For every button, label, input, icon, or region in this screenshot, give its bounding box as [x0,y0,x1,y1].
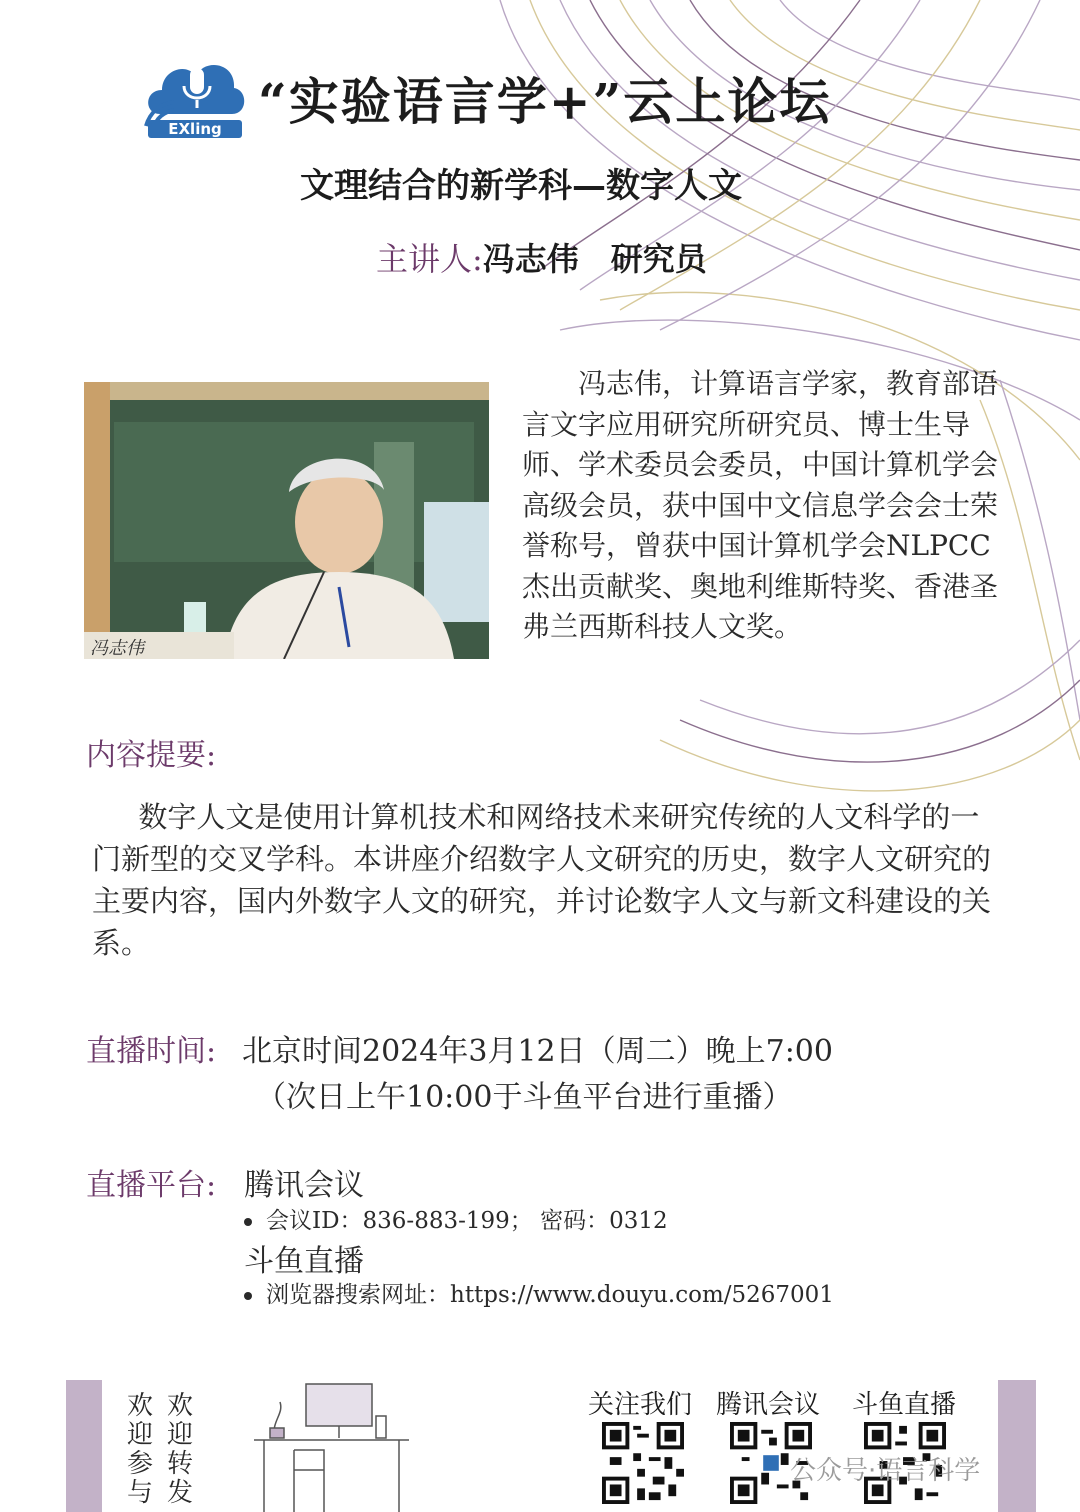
page-title: “实验语言学+”云上论坛 [258,72,832,131]
summary-heading: 内容提要: [86,738,217,773]
qr-label-tencent: 腾讯会议 [716,1390,821,1420]
watermark: 公众号·语言科学 [790,1456,981,1486]
desk-illustration [244,1380,414,1512]
footer-slogan-forward: 欢迎转发 [166,1391,193,1508]
replay-note: （次日上午10:00于斗鱼平台进行重播） [256,1080,793,1115]
qr-label-follow: 关注我们 [588,1390,693,1420]
tencent-meeting-label: 腾讯会议 [244,1168,364,1203]
lecture-subtitle: 文理结合的新学科—数字人文 [300,166,742,206]
qr-label-douyu: 斗鱼直播 [852,1390,957,1420]
live-time-label: 直播时间: [86,1034,217,1069]
speaker-row [376,234,707,280]
bullet-icon [244,1292,252,1300]
meeting-id-text: 会议ID：836-883-199； 密码：0312 [266,1208,668,1234]
douyu-live-label: 斗鱼直播 [244,1244,364,1279]
follow-qr-code[interactable] [602,1422,684,1504]
exling-logo [140,48,250,140]
summary-text: 数字人文是使用计算机技术和网络技术来研究传统的人文科学的一门新型的交叉学科。本讲座介绍数字人文研究的历史，数字人文研究的主要内容，国内外数字人文的研究，并讨论数字人文与新文科建设的关系。 [92,800,992,960]
bullet-icon [244,1218,252,1226]
speaker-photo [84,382,489,659]
speaker-bio: 冯志伟，计算语言学家，教育部语言文字应用研究所研究员、博士生导师、学术委员会委员，中国计算机学会高级会员，获中国中文信息学会会士荣誉称号，曾获中国计算机学会NLPCC杰出贡献奖、奥地利维斯特奖、香港圣弗兰西斯科技人文奖。 [522,367,999,643]
live-time-value: 北京时间2024年3月12日（周二）晚上7:00 [242,1034,833,1069]
photo-nameplate: 冯志伟 [90,638,144,659]
platform-label: 直播平台: [86,1168,217,1203]
speaker-name: 冯志伟 研究员 [482,240,707,278]
footer-slogan-join: 欢迎参与 [126,1391,153,1508]
speaker-label: 主讲人: [376,240,483,278]
tencent-meeting-detail [244,1202,668,1235]
douyu-url-text[interactable]: 浏览器搜索网址：https://www.douyu.com/5267001 [266,1282,834,1308]
douyu-url-detail [244,1276,834,1309]
footer-bar-left [66,1380,102,1512]
footer-bar-right [998,1380,1036,1512]
logo-text: EXling [168,120,222,138]
